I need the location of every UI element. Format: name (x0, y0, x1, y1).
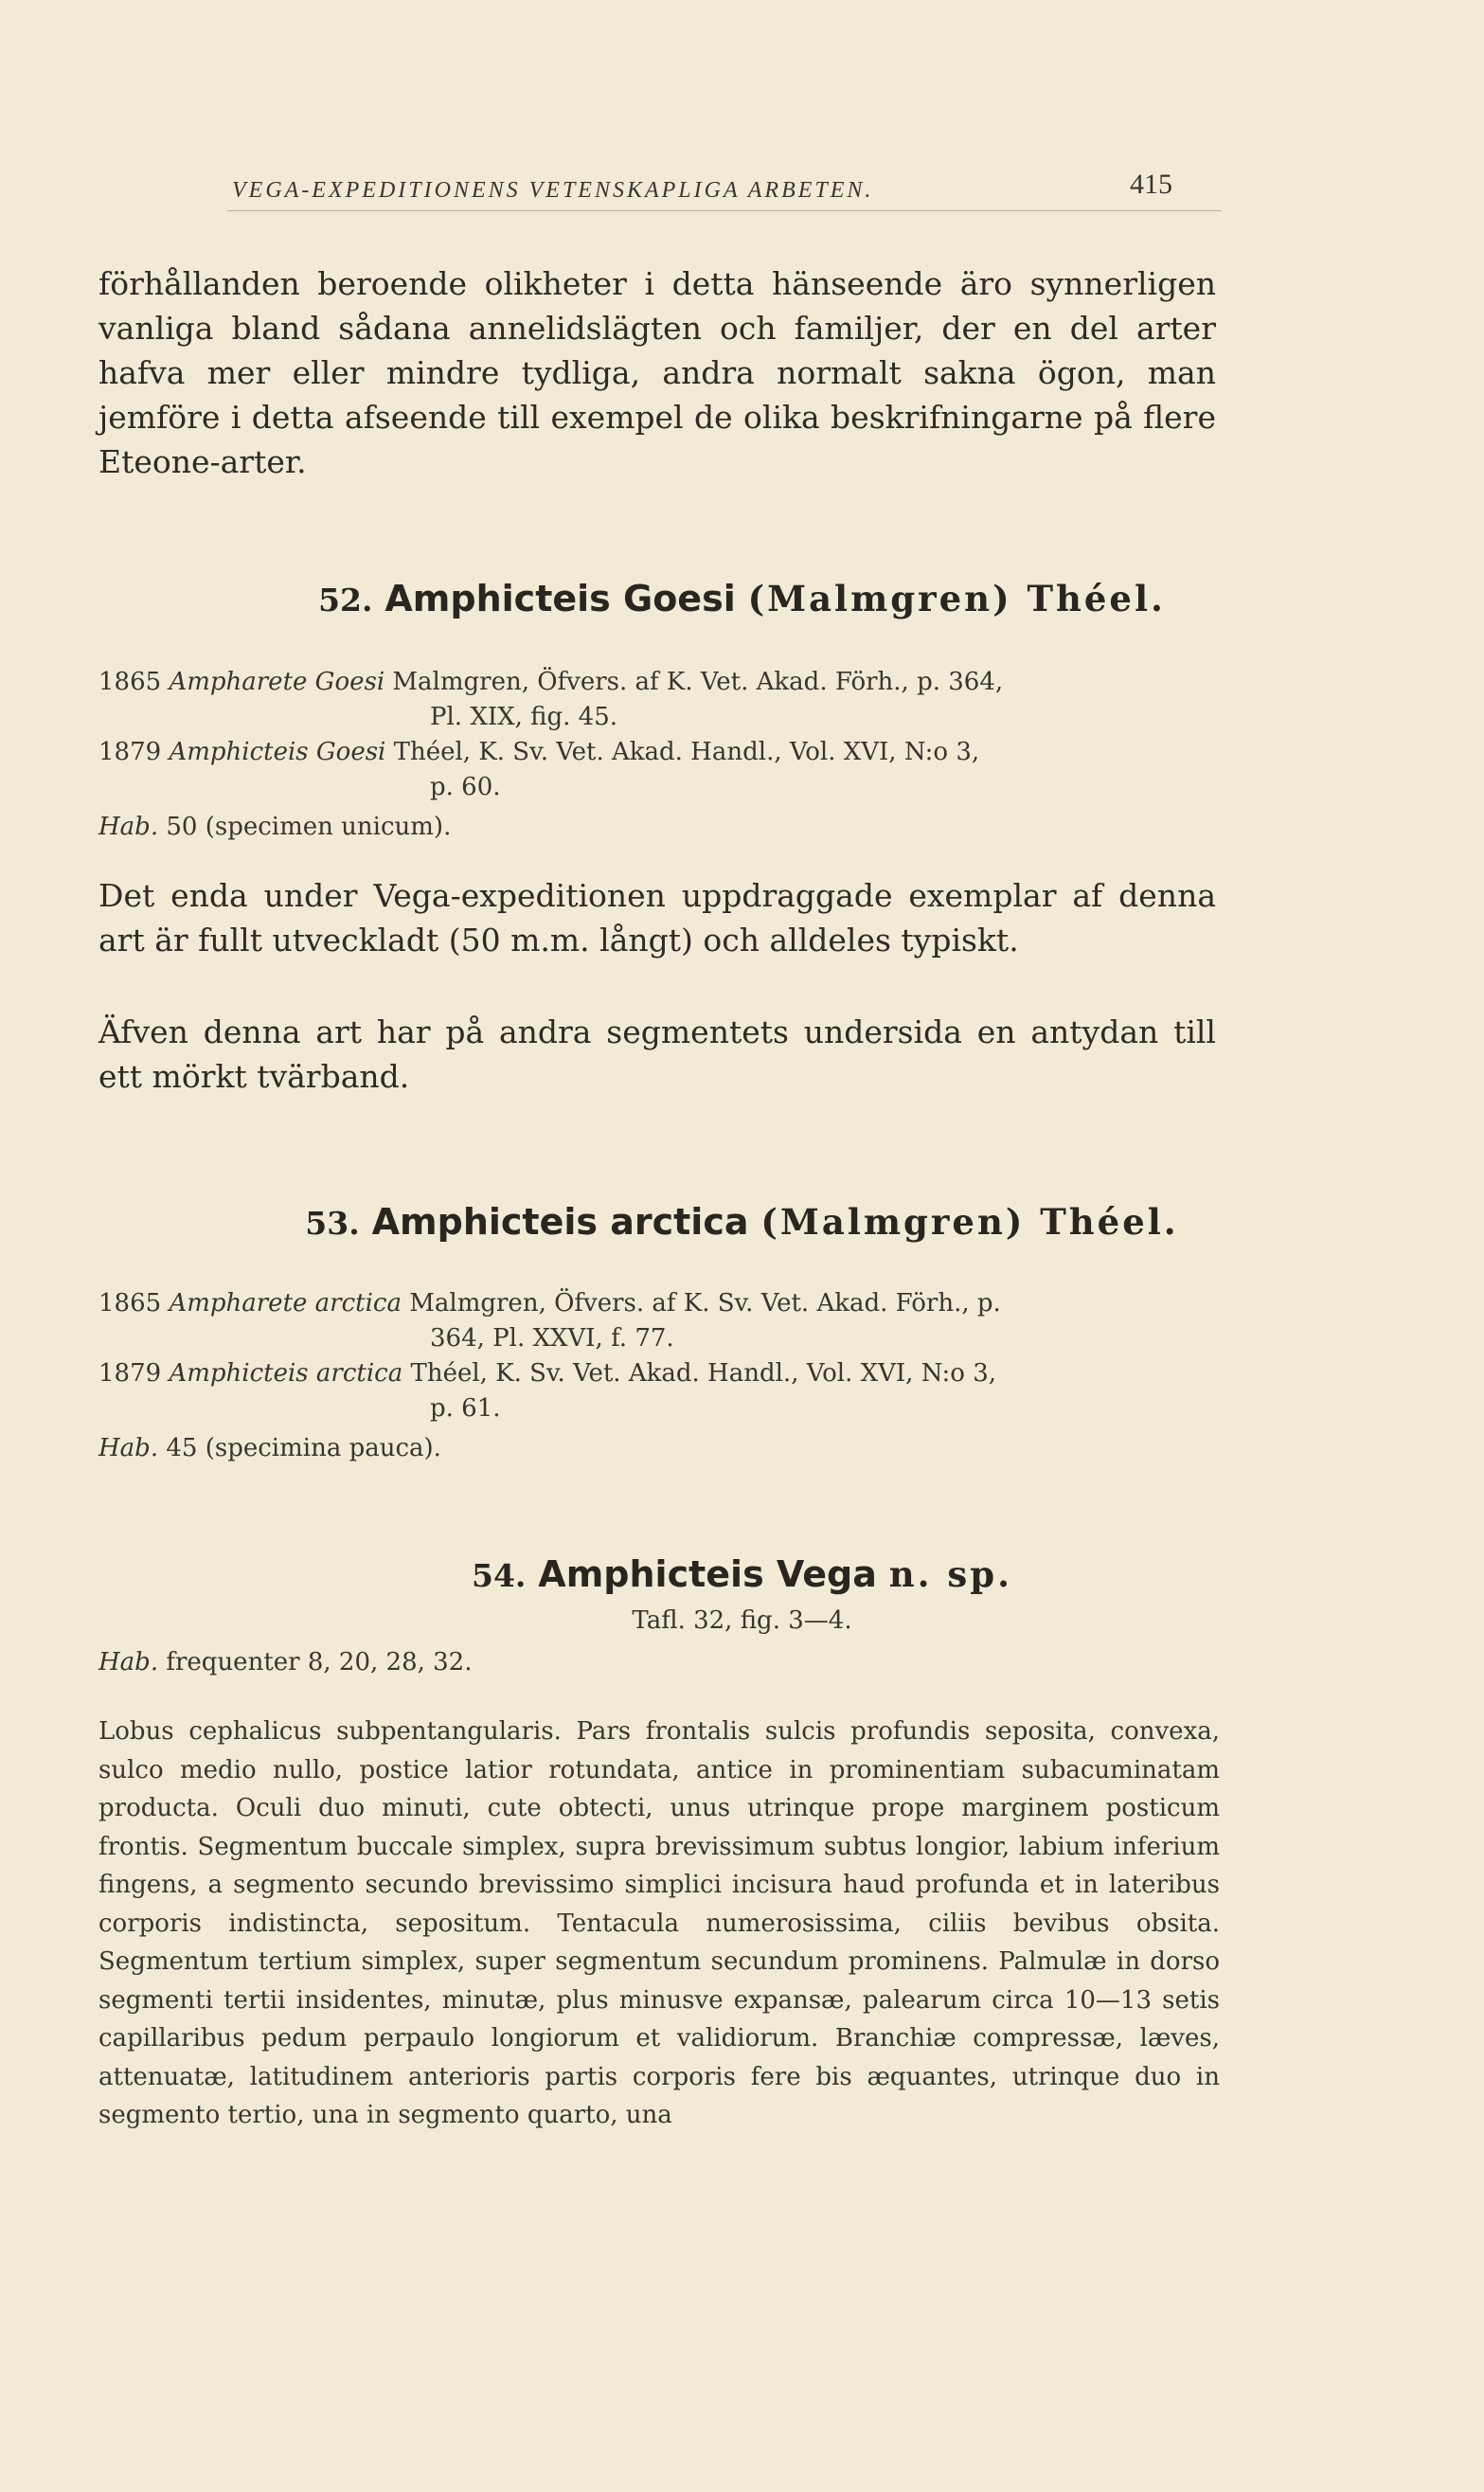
hab-label: Hab. (98, 1434, 159, 1462)
hab-text: frequenter 8, 20, 28, 32. (166, 1648, 473, 1676)
ref-citation-cont: Pl. XIX, fig. 45. (430, 703, 618, 731)
species-number: 53. (305, 1205, 360, 1242)
synonymy-list-52 (98, 665, 1225, 805)
species-heading-53 (0, 1201, 1484, 1243)
ref-citation: Théel, K. Sv. Vet. Akad. Handl., Vol. XVI, N:o 3, (393, 738, 980, 766)
synonymy-entry (98, 735, 1225, 805)
ref-year: 1865 (98, 1289, 162, 1318)
species-author: (Malmgren) Théel. (747, 578, 1166, 619)
species-author: (Malmgren) Théel. (760, 1201, 1179, 1243)
hab-text: 45 (specimina pauca). (166, 1434, 441, 1462)
plate-reference: Tafl. 32, fig. 3—4. (632, 1606, 852, 1635)
synonymy-entry (98, 1286, 1225, 1356)
synonymy-entry (98, 665, 1225, 735)
ref-taxon: Amphicteis arctica (169, 1359, 403, 1388)
species-name: Amphicteis arctica (371, 1201, 749, 1243)
ref-citation: Malmgren, Öfvers. af K. Vet. Akad. Förh., p. 364, (392, 668, 1004, 696)
species-52-paragraph-1: Det enda under Vega-expeditionen uppdraggade exemplar af denna art är fullt utveckladt (50 m.m. långt) och alldeles typiskt. (98, 877, 1216, 959)
species-number: 52. (318, 582, 373, 619)
ref-citation-cont: p. 60. (430, 773, 501, 801)
header-rule (227, 210, 1222, 211)
ref-citation: Malmgren, Öfvers. af K. Sv. Vet. Akad. Förh., p. (409, 1289, 1001, 1318)
hab-label: Hab. (98, 1648, 159, 1676)
ref-taxon: Ampharete Goesi (169, 668, 385, 696)
synonymy-list-53 (98, 1286, 1225, 1426)
ref-year: 1879 (98, 738, 162, 766)
running-head: VEGA-EXPEDITIONENS VETENSKAPLIGA ARBETEN. (232, 178, 874, 203)
ref-year: 1865 (98, 668, 162, 696)
species-name: Amphicteis Vega (538, 1553, 877, 1595)
ref-taxon: Amphicteis Goesi (169, 738, 386, 766)
synonymy-entry (98, 1356, 1225, 1426)
species-52-paragraph-2: Äfven denna art har på andra segmentets undersida en antydan till ett mörkt tvärband. (98, 1013, 1216, 1095)
habitat-line-52 (98, 813, 451, 841)
species-number: 54. (471, 1557, 527, 1594)
ref-taxon: Ampharete arctica (169, 1289, 402, 1318)
ref-citation-cont: p. 61. (430, 1394, 501, 1423)
habitat-line-54 (98, 1648, 473, 1676)
ref-year: 1879 (98, 1359, 162, 1388)
species-heading-52 (0, 578, 1484, 619)
habitat-line-53 (98, 1434, 441, 1462)
species-author: n. sp. (888, 1553, 1013, 1595)
hab-label: Hab. (98, 813, 159, 841)
species-54-description: Lobus cephalicus subpentangularis. Pars frontalis sulcis profundis seposita, convexa, sulco medio nullo, postice latior rotundata, antice in prominentiam subacuminatam producta. Oculi duo minuti, cute obtecti, unus utrinque prope marginem posticum frontis. Segmentum buccale simplex, supra brevissimum subtus longior, labium inferium fingens, a segmento secundo brevissimo simplici incisura haud profunda et in lateribus corporis indistincta, sepositum. Tentacula numerosissima, ciliis bevibus obsita. Segmentum tertium simplex, super segmentum secundum prominens. Palmulæ in dorso segmenti tertii insidentes, minutæ, plus minusve expansæ, palearum circa 10—13 setis capillaribus pedum perpaulo longiorum et validiorum. Branchiæ compressæ, læves, attenuatæ, latitudinem anterioris partis corporis fere bis æquantes, utrinque duo in segmento tertio, una in segmento quarto, una (98, 1717, 1220, 2129)
intro-paragraph: förhållanden beroende olikheter i detta hänseende äro synnerligen vanliga bland sådana annelidslägten och familjer, der en del arter hafva mer eller mindre tydliga, andra normalt sakna ögon, man jemföre i detta afseende till exempel de olika beskrifningarne på flere Eteone-arter. (98, 265, 1216, 480)
ref-citation-cont: 364, Pl. XXVI, f. 77. (430, 1324, 674, 1353)
species-name: Amphicteis Goesi (384, 578, 736, 619)
species-heading-54 (0, 1553, 1484, 1595)
page-number: 415 (1130, 169, 1172, 200)
hab-text: 50 (specimen unicum). (166, 813, 452, 841)
ref-citation: Théel, K. Sv. Vet. Akad. Handl., Vol. XVI, N:o 3, (410, 1359, 996, 1388)
